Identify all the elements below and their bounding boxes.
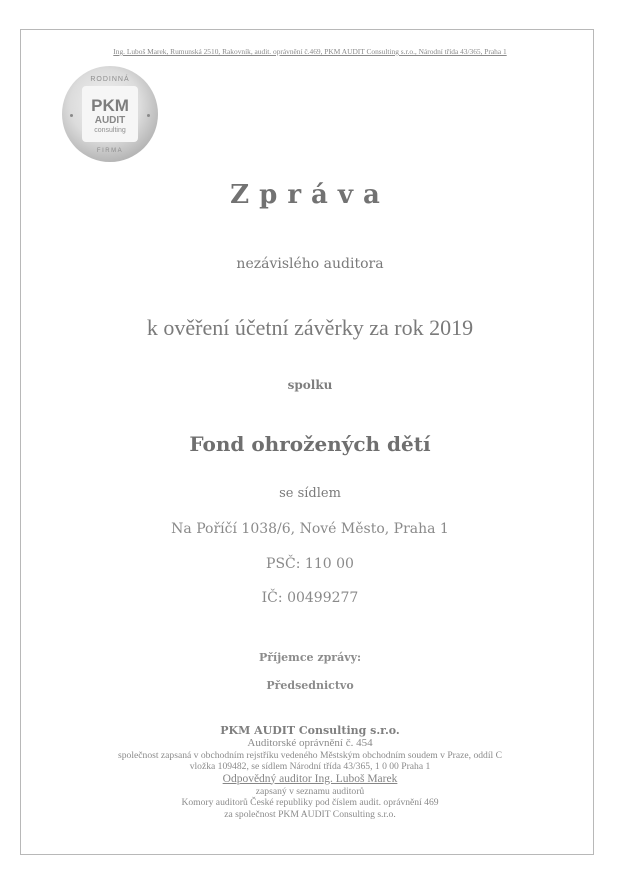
logo-brand: PKM — [91, 96, 129, 115]
seat-label: se sídlem — [279, 486, 341, 501]
logo-top-text: RODINNÁ — [90, 76, 130, 83]
footer-registered-2: Komory auditorů České republiky pod číslem audit. oprávnění 469 — [181, 797, 439, 808]
recipient-label: Příjemce zprávy: — [258, 651, 362, 664]
organization-type: spolku — [287, 378, 333, 392]
footer-license: Auditorské oprávnění č. 454 — [247, 737, 373, 749]
logo-bottom-text: FIRMA — [96, 148, 124, 154]
footer-registry-2: vložka 109482, se sídlem Národní třída 43/365, 1 0 00 Praha 1 — [189, 761, 431, 772]
company-id: IČ: 00499277 — [261, 590, 359, 606]
postal-code: PSČ: 110 00 — [266, 556, 354, 572]
report-period: k ověření účetní závěrky za rok 2019 — [146, 315, 474, 340]
footer-registry-1: společnost zapsaná v obchodním rejstříku vedeného Městským obchodním soudem v Praze, oddíl C — [118, 749, 502, 761]
header-auditor-line: Ing. Luboš Marek, Rumunská 2510, Rakovník, audit. oprávnění č.469, PKM AUDIT Consulting s.r.o., Národní třída 43/365, Praha 1 — [113, 47, 507, 56]
organization-name: Fond ohrožených dětí — [189, 432, 431, 456]
report-title: Zpráva — [230, 180, 390, 210]
company-logo — [62, 66, 158, 162]
report-subtitle: nezávislého auditora — [236, 256, 384, 272]
logo-audit: AUDIT — [94, 115, 126, 126]
footer-responsible-auditor: Odpovědný auditor Ing. Luboš Marek — [222, 772, 398, 785]
footer-registered-3: za společnost PKM AUDIT Consulting s.r.o. — [224, 808, 396, 820]
recipient: Předsednictvo — [266, 679, 354, 692]
organization-address: Na Poříčí 1038/6, Nové Město, Praha 1 — [171, 521, 449, 537]
logo-consulting: consulting — [94, 127, 126, 134]
footer-registered-1: zapsaný v seznamu auditorů — [255, 785, 365, 797]
footer-company: PKM AUDIT Consulting s.r.o. — [220, 724, 400, 737]
footer-auditor-info — [0, 724, 620, 820]
